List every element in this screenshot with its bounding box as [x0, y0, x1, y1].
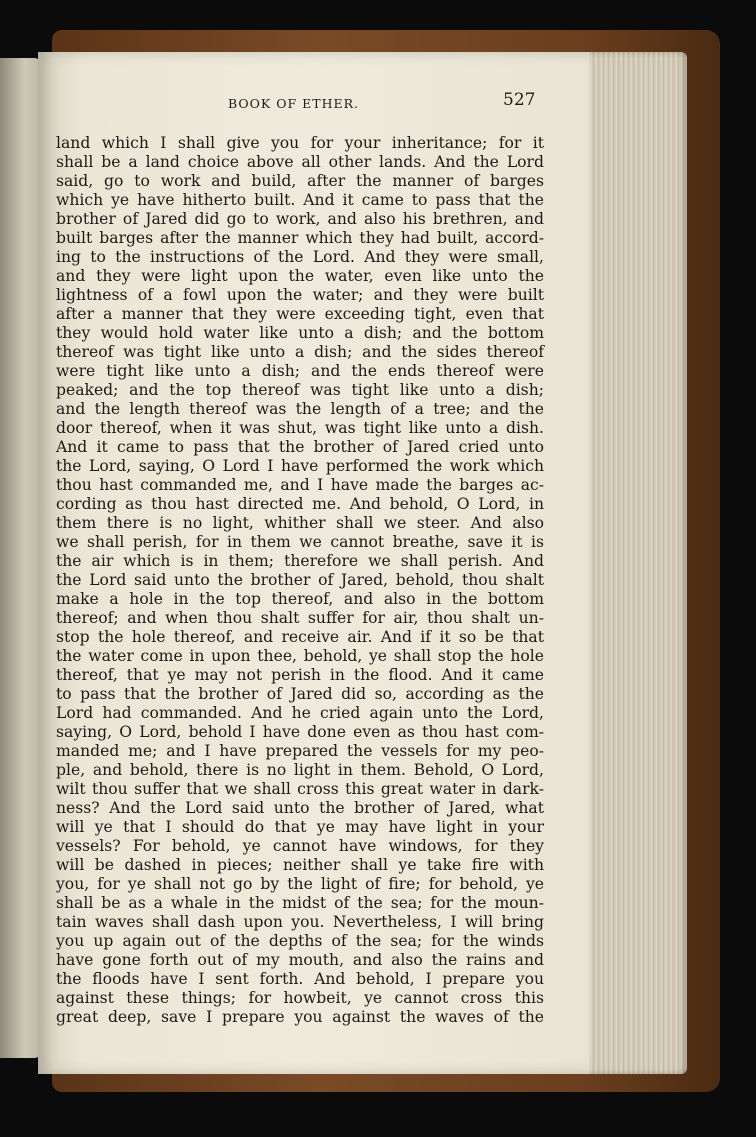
text-line: peaked; and the top thereof was tight like unto a dish; — [56, 381, 544, 399]
text-line: against these things; for howbeit, ye cannot cross this — [56, 989, 544, 1007]
text-line: shall be as a whale in the midst of the sea; for the moun- — [56, 894, 544, 912]
text-line: thou hast commanded me, and I have made the barges ac- — [56, 476, 544, 494]
text-line: the floods have I sent forth. And behold, I prepare you — [56, 970, 544, 988]
text-line: wilt thou suffer that we shall cross this great water in dark- — [56, 780, 544, 798]
running-head — [228, 90, 536, 116]
text-line: which ye have hitherto built. And it came to pass that the — [56, 191, 544, 209]
text-line: they would hold water like unto a dish; and the bottom — [56, 324, 544, 342]
text-line: vessels? For behold, ye cannot have windows, for they — [56, 837, 544, 855]
text-line: ness? And the Lord said unto the brother of Jared, what — [56, 799, 544, 817]
page-number: 527 — [503, 90, 536, 110]
text-line: land which I shall give you for your inheritance; for it — [56, 134, 544, 152]
text-line: manded me; and I have prepared the vessels for my peo- — [56, 742, 544, 760]
text-line: stop the hole thereof, and receive air. And if it so be that — [56, 628, 544, 646]
text-line: Lord had commanded. And he cried again unto the Lord, — [56, 704, 544, 722]
text-line: lightness of a fowl upon the water; and they were built — [56, 286, 544, 304]
page-edges — [585, 52, 687, 1074]
text-line: the air which is in them; therefore we shall perish. And — [56, 552, 544, 570]
text-line: the Lord said unto the brother of Jared, behold, thou shalt — [56, 571, 544, 589]
text-line: shall be a land choice above all other lands. And the Lord — [56, 153, 544, 171]
text-line: said, go to work and build, after the manner of barges — [56, 172, 544, 190]
text-line: ple, and behold, there is no light in them. Behold, O Lord, — [56, 761, 544, 779]
text-line: you, for ye shall not go by the light of fire; for behold, ye — [56, 875, 544, 893]
text-line: you up again out of the depths of the sea; for the winds — [56, 932, 544, 950]
text-line: thereof was tight like unto a dish; and the sides thereof — [56, 343, 544, 361]
text-line: after a manner that they were exceeding tight, even that — [56, 305, 544, 323]
text-line: thereof, that ye may not perish in the flood. And it came — [56, 666, 544, 684]
text-line: them there is no light, whither shall we steer. And also — [56, 514, 544, 532]
text-line: And it came to pass that the brother of Jared cried unto — [56, 438, 544, 456]
text-line: make a hole in the top thereof, and also in the bottom — [56, 590, 544, 608]
text-line: thereof; and when thou shalt suffer for air, thou shalt un- — [56, 609, 544, 627]
text-line: and the length thereof was the length of a tree; and the — [56, 400, 544, 418]
text-line: will ye that I should do that ye may have light in your — [56, 818, 544, 836]
text-line: door thereof, when it was shut, was tight like unto a dish. — [56, 419, 544, 437]
left-page-edge — [0, 58, 42, 1058]
text-line: built barges after the manner which they had built, accord- — [56, 229, 544, 247]
text-line: cording as thou hast directed me. And behold, O Lord, in — [56, 495, 544, 513]
text-line: were tight like unto a dish; and the ends thereof were — [56, 362, 544, 380]
text-line: the Lord, saying, O Lord I have performed the work which — [56, 457, 544, 475]
text-line: and they were light upon the water, even like unto the — [56, 267, 544, 285]
text-line: have gone forth out of my mouth, and also the rains and — [56, 951, 544, 969]
text-line: saying, O Lord, behold I have done even as thou hast com- — [56, 723, 544, 741]
text-line: brother of Jared did go to work, and also his brethren, and — [56, 210, 544, 228]
text-line: ing to the instructions of the Lord. And they were small, — [56, 248, 544, 266]
text-line: we shall perish, for in them we cannot breathe, save it is — [56, 533, 544, 551]
text-line: the water come in upon thee, behold, ye shall stop the hole — [56, 647, 544, 665]
text-line: great deep, save I prepare you against the waves of the — [56, 1008, 544, 1026]
book-title: BOOK OF ETHER. — [228, 96, 359, 111]
text-line: to pass that the brother of Jared did so, according as the — [56, 685, 544, 703]
book-page — [38, 52, 590, 1074]
page-text — [56, 134, 544, 1027]
text-line: tain waves shall dash upon you. Nevertheless, I will bring — [56, 913, 544, 931]
text-line: will be dashed in pieces; neither shall ye take fire with — [56, 856, 544, 874]
